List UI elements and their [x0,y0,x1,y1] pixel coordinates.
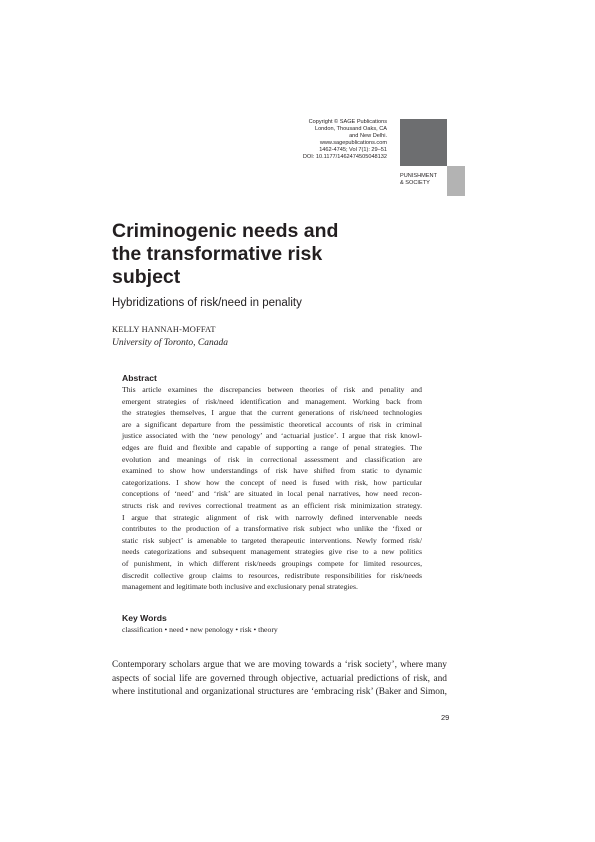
title-line: the transformative risk [112,243,323,265]
doi-line: DOI: 10.1177/1462474505048132 [302,154,387,161]
title-line: subject [112,266,181,288]
publisher-location-line-2: and New Delhi. [349,133,387,140]
journal-logo-light-block [447,166,465,196]
publisher-location-line: London, Thousand Oaks, CA [314,126,387,133]
abstract-line: examined to show how understandings of risk have shifted from static to dynamic [122,466,422,476]
body-line: aspects of social life are governed through objective, actuarial predictions of risk, and [112,673,447,684]
keywords-heading: Key Words [122,613,167,623]
abstract-line: This article examines the discrepancies between theories of risk and penality and [122,385,422,394]
abstract-line: I argue that strategic alignment of risk with narrowly defined intervenable needs [122,512,422,522]
abstract-line: edges are fluid and flexible and capable of supporting a range of penal strategies. The [122,442,422,452]
abstract-line: evolution and meanings of risk in correctional assessment and classification are [122,454,422,464]
abstract-line: are a significant departure from the pessimistic theoretical accounts of risk in criminal [122,419,422,429]
keywords-list: classification • need • new penology • risk • theory [122,625,278,634]
author-name: KELLY HANNAH-MOFFAT [112,325,216,334]
publication-info [303,119,387,162]
publisher-website: www.sagepublications.com [319,140,387,147]
issn-volume-line: 1462-4745; Vol 7(1): 29–51 [319,147,387,154]
title-line: Criminogenic needs and [112,220,339,242]
abstract-line: categorizations. I show how the concept of need is fused with risk, how particular [122,477,422,487]
journal-name [400,173,437,187]
abstract-body [122,384,422,593]
abstract-heading: Abstract [122,373,157,383]
journal-name-line-1: PUNISHMENT [400,173,437,179]
copyright-line: Copyright © SAGE Publications [308,119,387,125]
abstract-line: contributes to the production of a transformative risk subject who unlike the ‘fixed or [122,524,422,534]
body-text [112,659,447,700]
abstract-line: needs categorizations and subsequent management strategies give rise to a new politics [122,547,422,557]
abstract-line: emergent strategies of risk/need identification and management. Working back from [122,396,422,406]
body-line: where institutional and organizational structures are ‘embracing risk’ (Baker and Simon, [112,687,447,698]
journal-logo-dark-block [400,119,447,166]
abstract-line: static risk subject’ is amenable to targeted therapeutic interventions. Newly formed risk/ [122,535,422,545]
abstract-line: the strategies themselves, I argue that the current generations of risk/need technologies [122,408,422,418]
abstract-line: structs risk and revives correctional treatment as an efficient risk minimization strategy. [122,500,422,510]
abstract-line: management and legitimate both inclusive and exclusionary penal strategies. [122,582,358,592]
article-title [112,220,412,289]
article-subtitle: Hybridizations of risk/need in penality [112,297,302,309]
body-line: Contemporary scholars argue that we are moving towards a ‘risk society’, where many [112,660,447,670]
page-number: 29 [441,713,450,722]
abstract-line: of punishment, in which different risk/needs groupings compete for limited resources, [122,558,422,568]
abstract-line: discredit collective group claims to resources, redistribute responsibilities for risk/needs [122,570,422,580]
journal-name-line-2: & SOCIETY [400,180,430,187]
abstract-line: conceptions of ‘need’ and ‘risk’ are situated in local penal narratives, how need recon- [122,489,422,499]
author-affiliation: University of Toronto, Canada [112,338,228,348]
abstract-line: justice associated with the ‘new penology’ and ‘actuarial justice’. I argue that risk knowl- [122,431,422,441]
